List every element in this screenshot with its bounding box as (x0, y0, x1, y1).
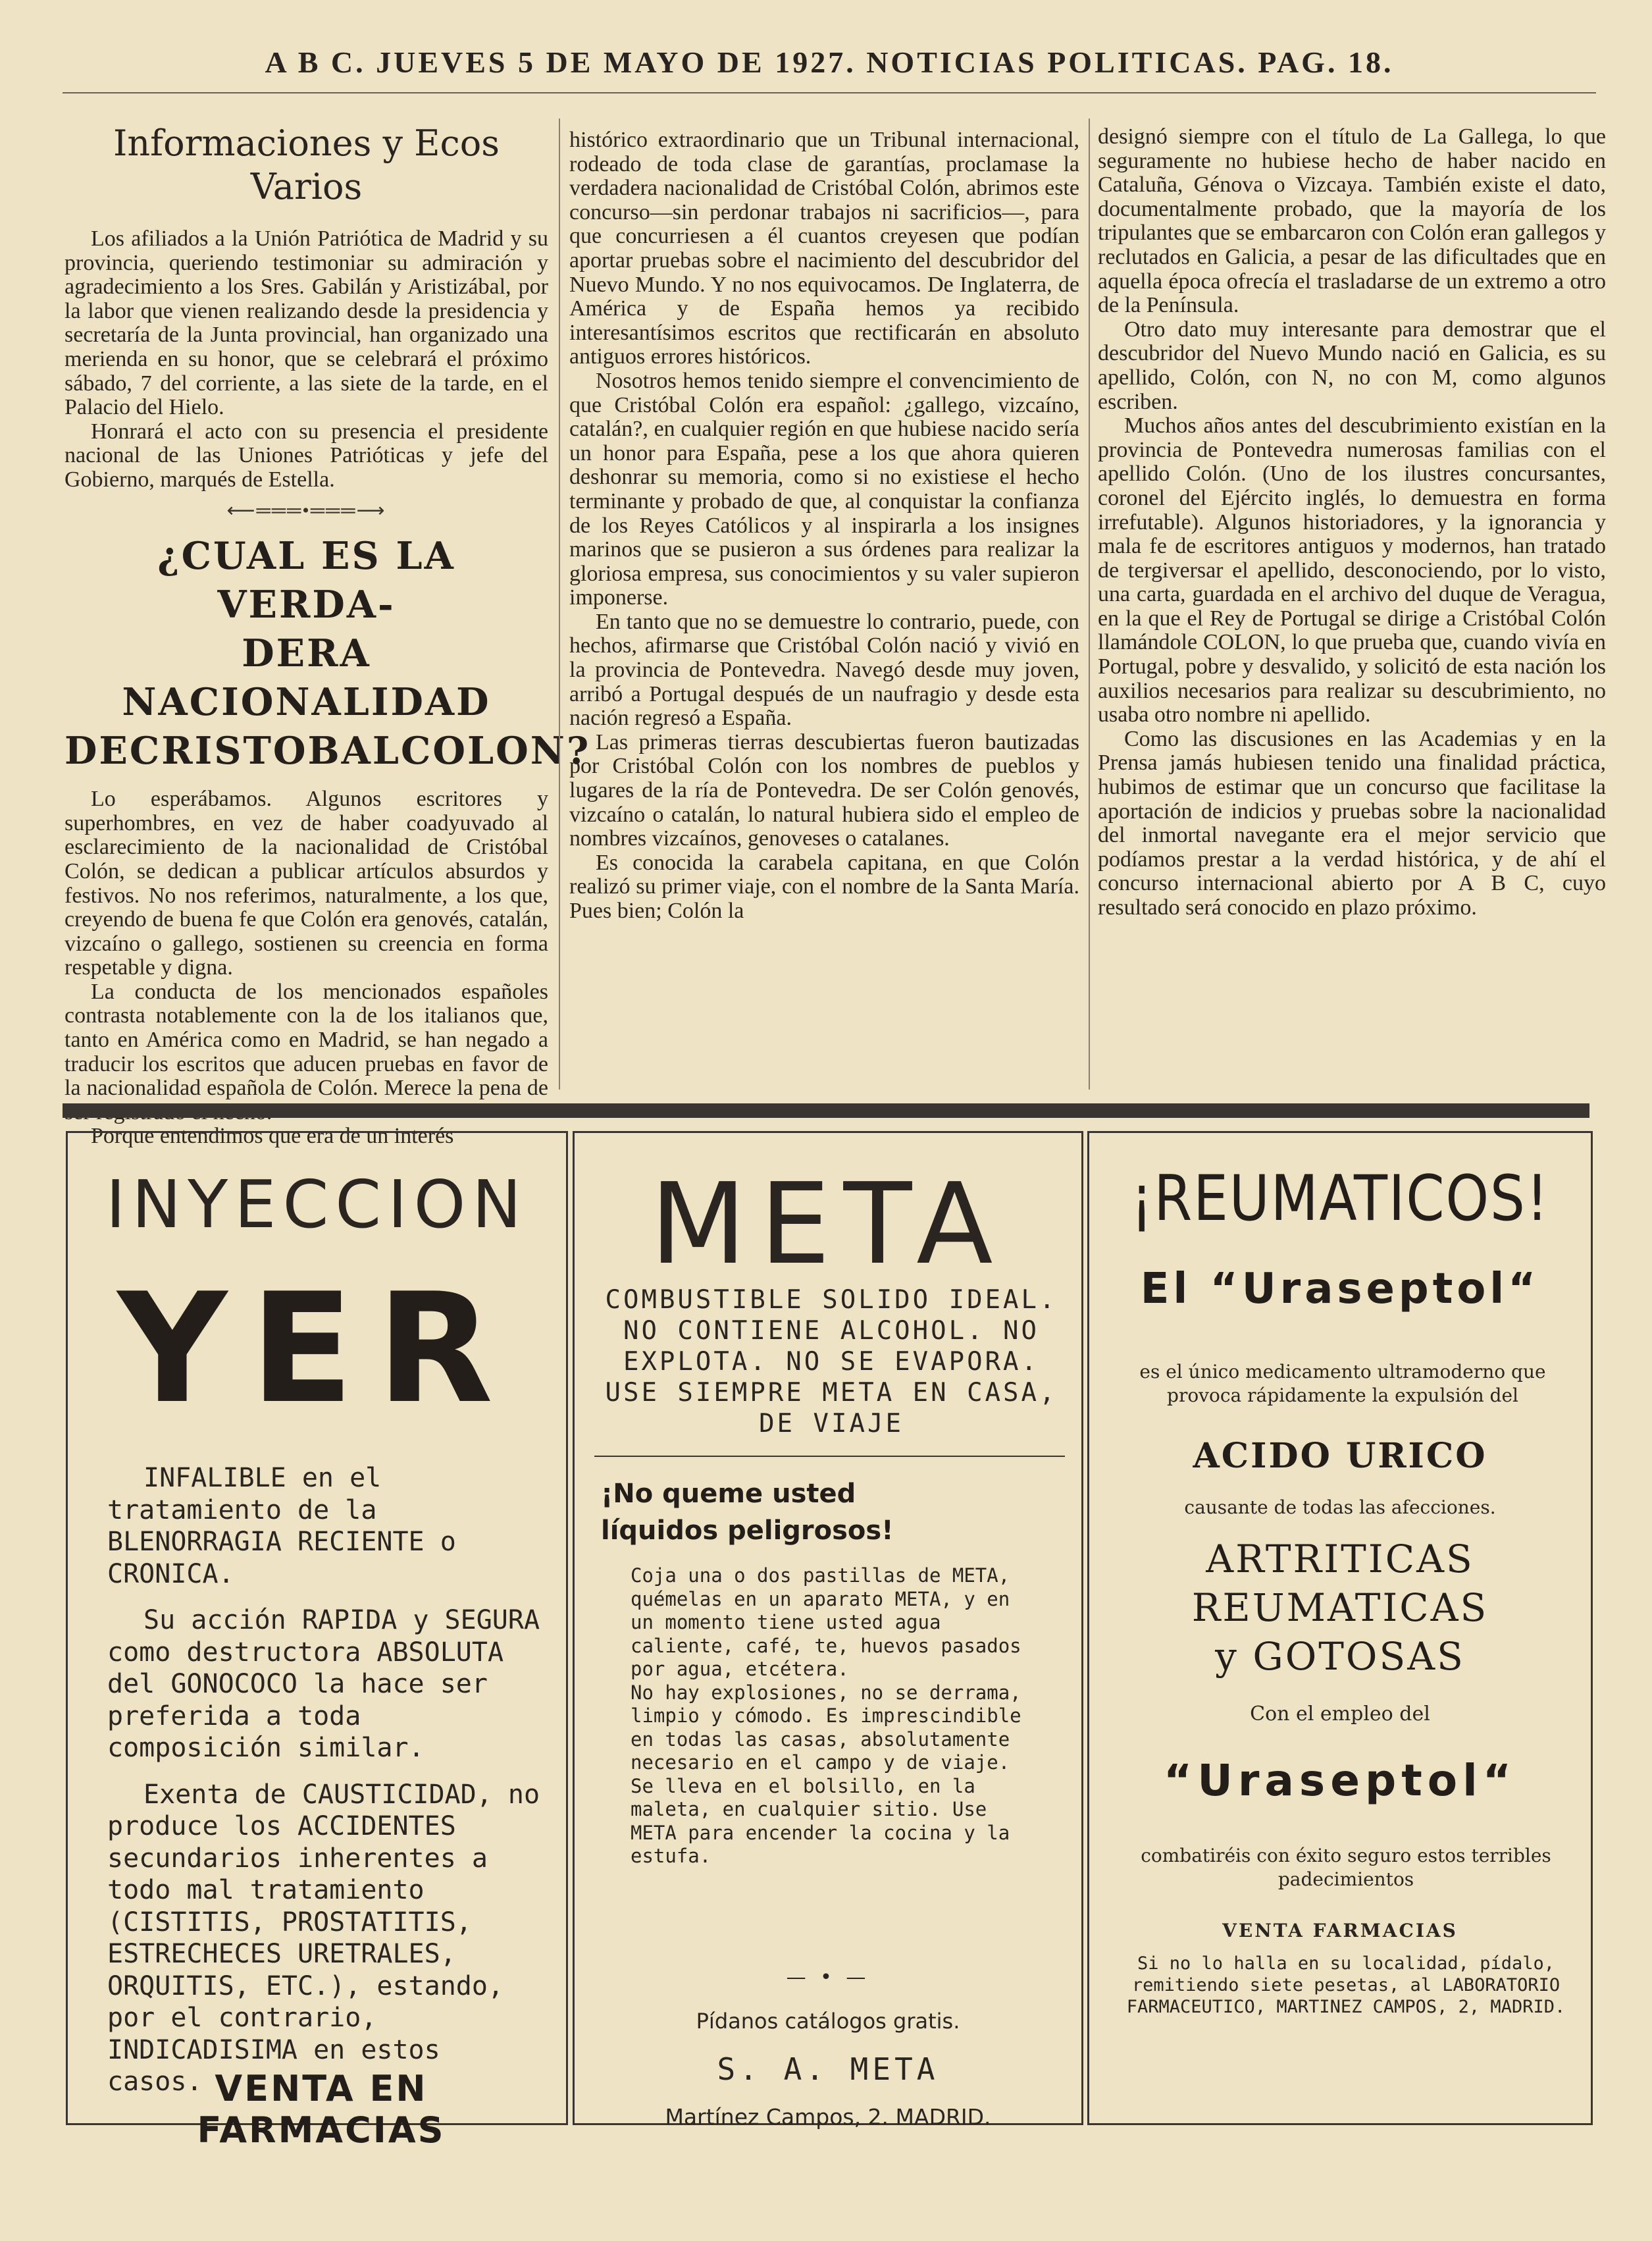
article1-paragraph: Los afiliados a la Unión Patriótica de Madrid y su provincia, queriendo testimoniar su admiración y agradecimiento a los Sres. Gabilán y Aristizábal, por la labor que vienen realizando desde la presidencia y secretaría de la Junta provincial, han organizado una merienda en su honor, que se celebrará el próximo sábado, 7 del corriente, a las siete de la tarde, en el Palacio del Hielo. (65, 226, 548, 420)
ad-meta-rule (594, 1456, 1065, 1457)
column-2 (569, 128, 1079, 924)
afeccion: REUMATICAS (1191, 1585, 1489, 1630)
running-head: A B C. JUEVES 5 DE MAYO DE 1927. NOTICIAS POLITICAS. PAG. 18. (265, 45, 1394, 79)
headline-line2: DERA NACIONALIDAD (122, 631, 491, 725)
column-3 (1098, 125, 1606, 920)
ad-yer-paragraph: Exenta de CAUSTICIDAD, no produce los ACCIDENTES secundarios inherentes a todo mal tratamiento (CISTITIS, PROSTATITIS, ESTRECHECES URETRALES, ORQUITIS, ETC.), estando, por el contrario, INDICADISIMA en estos casos. (107, 1779, 540, 2097)
section-title-line1: Informaciones y Ecos (113, 122, 500, 164)
ad-meta-ornament: — • — (786, 1966, 870, 1989)
ad-yer-paragraph: INFALIBLE en el tratamiento de la BLENORRAGIA RECIENTE o CRONICA. (107, 1463, 456, 1589)
ad-meta-title: META (650, 1159, 1006, 1290)
ad-yer-paragraph: Su acción RAPIDA y SEGURA como destructora ABSOLUTA del GONOCOCO la hace ser preferida a toda composición similar. (107, 1605, 540, 1763)
section-title-line2: Varios (250, 166, 363, 207)
ad-meta-address: Martínez Campos, 2. MADRID. (665, 2104, 991, 2130)
ad-uraseptol-last: Si no lo halla en su localidad, pídalo, remitiendo siete pesetas, al LABORATORIO FARMACEUTICO, MARTINEZ CAMPOS, 2, MADRID. (1126, 1953, 1566, 2017)
ad-meta (573, 1131, 1083, 2130)
header-rule (63, 92, 1596, 93)
article2-paragraph: La conducta de los mencionados españoles contrasta notablemente con la de los italianos que, tanto en América como en Madrid, se han negado a traducir los escritos que aducen pruebas en favor de la nacionalidad española de Colón. Merece la pena de (65, 979, 548, 1101)
article2-paragraph: Lo esperábamos. Algunos escritores y superhombres, en vez de haber coadyuvado al esclarecimiento de la nacionalidad de Cristóbal Colón, se dedican a publicar artículos absurdos y festivos. No nos referimos, naturalmente, a los que, creyendo de buena fe que Colón era genovés, catalán, vizcaíno o gallego, sostienen su creencia en forma respetable y digna. (65, 787, 548, 980)
ad-uraseptol-brand: “Uraseptol“ (1163, 1755, 1517, 1806)
article2-paragraph: En tanto que no se demuestre lo contrario, puede, con hechos, afirmarse que Cristóbal Colón nació y vivió en la provincia de Pontevedra. Navegó desde muy joven, arribó a Portugal después de un naufragio y desde esta nación regresó a España. (569, 609, 1079, 731)
ad-uraseptol-con-empleo: Con el empleo del (1250, 1702, 1430, 1726)
ad-uraseptol-acido: ACIDO URICO (1193, 1436, 1487, 1476)
ad-meta-paragraph: Coja una o dos pastillas de META, quémelas en un aparato META, y en un momento tiene usted agua caliente, café, te, huevos pasados por agua, etcétera. (631, 1564, 1021, 1680)
article2-paragraph: Muchos años antes del descubrimiento existían en la provincia de Pontevedra numerosas familias con el apellido Colón. (Uno de los ilustres concursantes, coronel del Ejército inglés, lo demuestra en forma irrefutable). Algunos historiadores, y la ignorancia y mala fe de escritores antiguos y modernos, han tratado de tergiversar el apellido, desconociendo, por lo visto, una carta, guardada en el archivo del duque de Veragua, en la que el Rey de Portugal se dirige a Cristóbal Colón llamándole COLON, lo que prueba que, cuando vivía en Portugal, pobre y desvalido, y solicitó de esta nación los auxilios necesarios para realizar su descubrimiento, no usaba otro nombre ni apellido. (1098, 413, 1606, 727)
afeccion: ARTRITICAS (1206, 1537, 1474, 1581)
ad-meta-subtitle: COMBUSTIBLE SOLIDO IDEAL. NO CONTIENE ALCOHOL. NO EXPLOTA. NO SE EVAPORA. USE SIEMPRE META EN CASA, DE VIAJE (605, 1285, 1058, 1438)
ad-uraseptol-combatireis: combatiréis con éxito seguro estos terribles padecimientos (1141, 1845, 1551, 1890)
ad-meta-warning: ¡No queme usted líquidos peligrosos! (601, 1479, 894, 1546)
ad-yer-body (107, 1462, 542, 2113)
article2-paragraph: Como las discusiones en las Academias y en la Prensa jamás hubiesen tenido una finalidad práctica, hubimos de estimar que un concurso que facilitase la aportación de indicios y pruebas sobre la nacionalidad del inmortal navegante era el mejor servicio que podíamos prestar a la verdad histórica, y de ahí el concurso internacional abierto por A B C, cuyo resultado será conocido en plazo próximo. (1098, 726, 1606, 920)
article2-paragraph: Las primeras tierras descubiertas fueron bautizadas por Cristóbal Colón con los nombres de pueblos y lugares de la ría de Pontevedra. De ser Colón genovés, vizcaíno o catalán, lo natural hubiera sido el empleo de nombres vizcaínos, genoveses o catalanes. (569, 729, 1079, 851)
ad-uraseptol-afecciones (1089, 1535, 1591, 1681)
article2-paragraph: Nosotros hemos tenido siempre el convencimiento de que Cristóbal Colón era español: ¿gallego, vizcaíno, catalán?, en cualquier región en que hubiese nacido sería un honor para España, pese a los que ahora quieren deshonrar su memoria, como si no existiese el hecho terminante y probado de que, al conquistar la confianza de los Reyes Católicos y al inspirarla a los insignes marinos que se pusieron a sus órdenes para realizar la gloriosa empresa, sus conocimientos y su valer supieron imponerse. (569, 368, 1079, 610)
headline-line3: DECRISTOBALCOLON? (65, 729, 591, 774)
ad-meta-paragraph: No hay explosiones, no se derrama, limpio y cómodo. Es imprescindible en todas las casas, absolutamente necesario en el campo y de viaje. Se lleva en el bolsillo, en la maleta, en cualquier sitio. Use META para encender la cocina y la estufa. (631, 1681, 1021, 1867)
ad-meta-catalog: Pídanos catálogos gratis. (696, 2009, 960, 2034)
section-title (65, 122, 548, 209)
ad-uraseptol-venta: VENTA FARMACIAS (1222, 1920, 1458, 1941)
article2-paragraph: Otro dato muy interesante para demostrar que el descubridor del Nuevo Mundo nació en Galicia, es su apellido, Colón, con N, no con M, como algunos escriben. (1098, 317, 1606, 414)
ad-meta-firm: S. A. META (717, 2051, 939, 2087)
headline-line1: ¿CUAL ES LA VERDA- (157, 534, 455, 627)
column-1 (65, 115, 591, 1149)
ad-uraseptol-headline: ¡REUMATICOS! (1130, 1163, 1550, 1235)
headline-colon (65, 532, 591, 776)
ad-yer-footer: VENTA EN FARMACIAS (197, 2068, 446, 2151)
article1-paragraph: Honrará el acto con su presencia el presidente nacional de las Uniones Patrióticas y jefe del Gobierno, marqués de Estella. (65, 419, 548, 492)
afeccion: y GOTOSAS (1215, 1634, 1465, 1679)
section-rule (63, 1103, 1589, 1118)
ad-uraseptol-causante: causante de todas las afecciones. (1184, 1496, 1496, 1518)
column-divider (559, 119, 560, 1090)
ad-uraseptol (1087, 1131, 1593, 2125)
column-divider (1089, 119, 1090, 1090)
ornament-divider: ⟵═══•═══⟶ (226, 499, 386, 521)
ad-inyeccion-yer (66, 1131, 568, 2151)
ad-yer-brand: YER (117, 1261, 517, 1437)
ad-yer-line1: INYECCION (105, 1166, 529, 1243)
ad-uraseptol-intro: es el único medicamento ultramoderno que provoca rápidamente la expulsión del (1139, 1361, 1546, 1406)
ad-meta-text (631, 1564, 1025, 1868)
ad-uraseptol-product: El “Uraseptol“ (1140, 1265, 1540, 1313)
article2-paragraph: histórico extraordinario que un Tribunal internacional, rodeado de toda clase de garantías, proclamase la verdadera nacionalidad de Cristóbal Colón, abrimos este concurso—sin perdonar trabajos ni sacrificios—, para que concurriesen a él cuantos creyesen que podían aportar pruebas sobre el nacimiento del descubridor del Nuevo Mundo. Y no nos equivocamos. De Inglaterra, de América y de España hemos ya recibido interesantísimos escritos que rectificarán en absoluto antiguos errores históricos. (569, 128, 1079, 369)
article2-paragraph: Porque entendimos que era de un interés (91, 1124, 454, 1149)
article2-paragraph: designó siempre con el título de La Gallega, lo que seguramente no hubiese hecho de haber nacido en Cataluña, Génova o Vizcaya. También existe el dato, documentalmente probado, que la mayoría de los tripulantes que se embarcaron con Colón eran gallegos y reclutados en Galicia, a pesar de las dificultades que en aquella época ofrecía el trasladarse de un extremo a otro de la Península. (1098, 124, 1606, 318)
article2-paragraph: Es conocida la carabela capitana, en que Colón realizó su primer viaje, con el nombre de la Santa María. Pues bien; Colón la (569, 850, 1079, 923)
